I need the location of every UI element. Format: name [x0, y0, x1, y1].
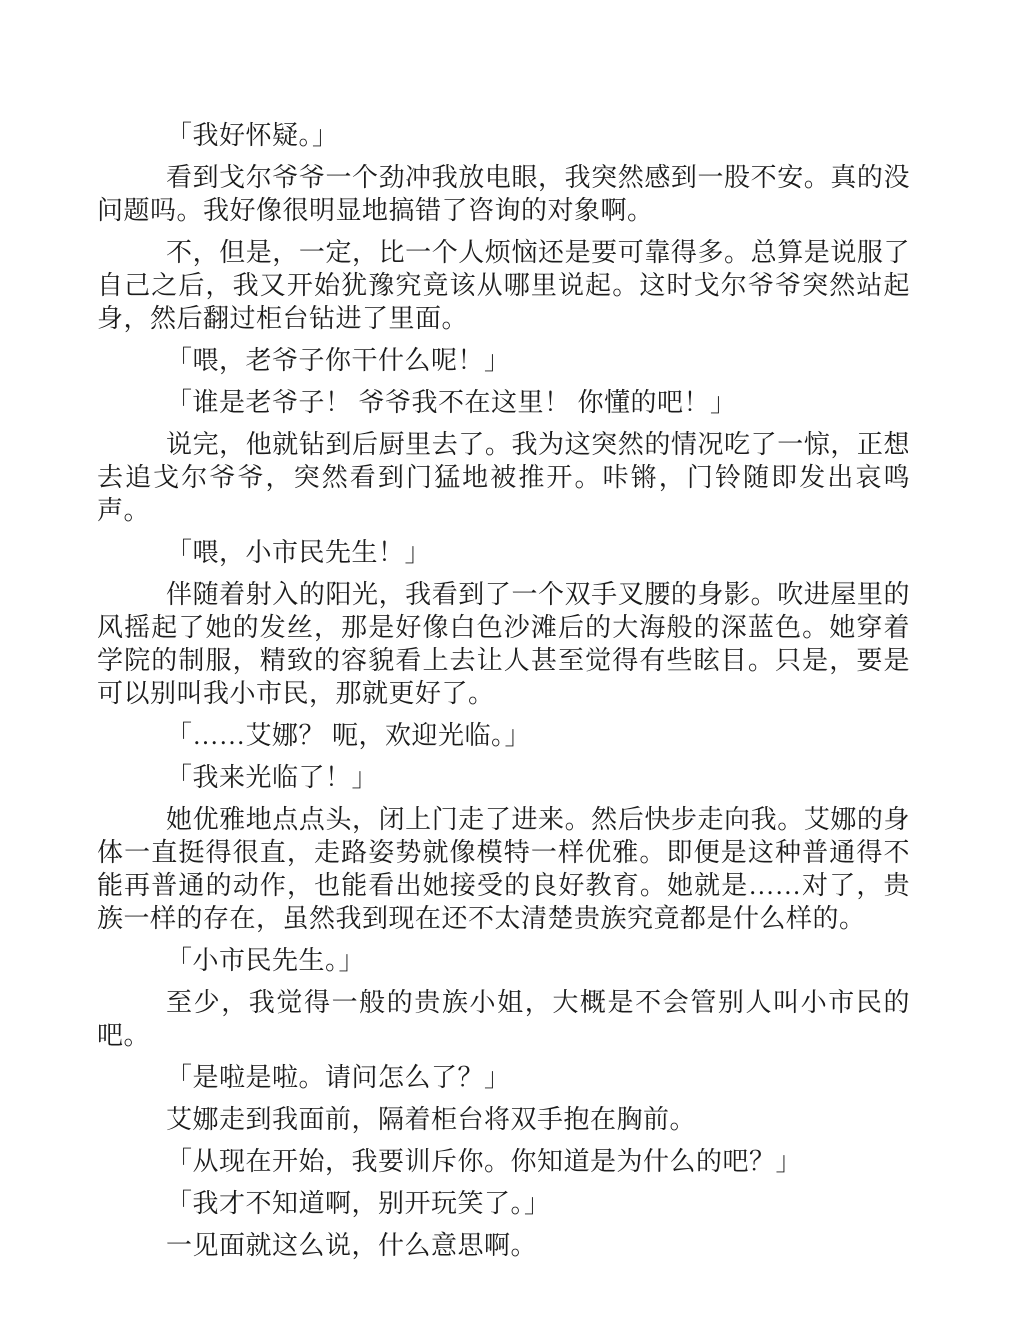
paragraph: 看到戈尔爷爷一个劲冲我放电眼，我突然感到一股不安。真的没问题吗。我好像很明显地搞错了咨询的对象啊。 — [97, 163, 910, 225]
paragraph: 她优雅地点点头，闭上门走了进来。然后快步走向我。艾娜的身体一直挺得很直，走路姿势就像模特一样优雅。即便是这种普通得不能再普通的动作，也能看出她接受的良好教育。她就是……对了，贵族一样的存在，虽然我到现在还不太清楚贵族究竟都是什么样的。 — [97, 805, 910, 933]
paragraph: 「谁是老爷子！ 爷爷我不在这里！ 你懂的吧！」 — [166, 388, 737, 417]
paragraph: 一见面就这么说，什么意思啊。 — [166, 1231, 538, 1260]
paragraph: 「……艾娜？ 呃，欢迎光临。」 — [166, 721, 532, 750]
paragraph: 至少，我觉得一般的贵族小姐，大概是不会管别人叫小市民的吧。 — [97, 988, 910, 1050]
text-block — [97, 119, 910, 1271]
paragraph: 「我好怀疑。」 — [166, 121, 339, 150]
paragraph: 「是啦是啦。请问怎么了？」 — [166, 1063, 511, 1092]
paragraph: 艾娜走到我面前，隔着柜台将双手抱在胸前。 — [166, 1105, 697, 1134]
paragraph: 不，但是，一定，比一个人烦恼还是要可靠得多。总算是说服了自己之后，我又开始犹豫究竟该从哪里说起。这时戈尔爷爷突然站起身，然后翻过柜台钻进了里面。 — [97, 238, 910, 333]
paragraph: 「我才不知道啊，别开玩笑了。」 — [166, 1189, 551, 1218]
paragraph: 伴随着射入的阳光，我看到了一个双手叉腰的身影。吹进屋里的风摇起了她的发丝，那是好像白色沙滩后的大海般的深蓝色。她穿着学院的制服，精致的容貌看上去让人甚至觉得有些眩目。只是，要是可以别叫我小市民，那就更好了。 — [97, 580, 910, 708]
paragraph: 说完，他就钻到后厨里去了。我为这突然的情况吃了一惊，正想去追戈尔爷爷，突然看到门猛地被推开。咔锵，门铃随即发出哀鸣声。 — [97, 430, 910, 525]
paragraph: 「小市民先生。」 — [166, 946, 366, 975]
paragraph: 「喂，小市民先生！」 — [166, 538, 432, 567]
paragraph: 「我来光临了！」 — [166, 763, 379, 792]
paragraph: 「从现在开始，我要训斥你。你知道是为什么的吧？」 — [166, 1147, 803, 1176]
paragraph: 「喂，老爷子你干什么呢！」 — [166, 346, 511, 375]
